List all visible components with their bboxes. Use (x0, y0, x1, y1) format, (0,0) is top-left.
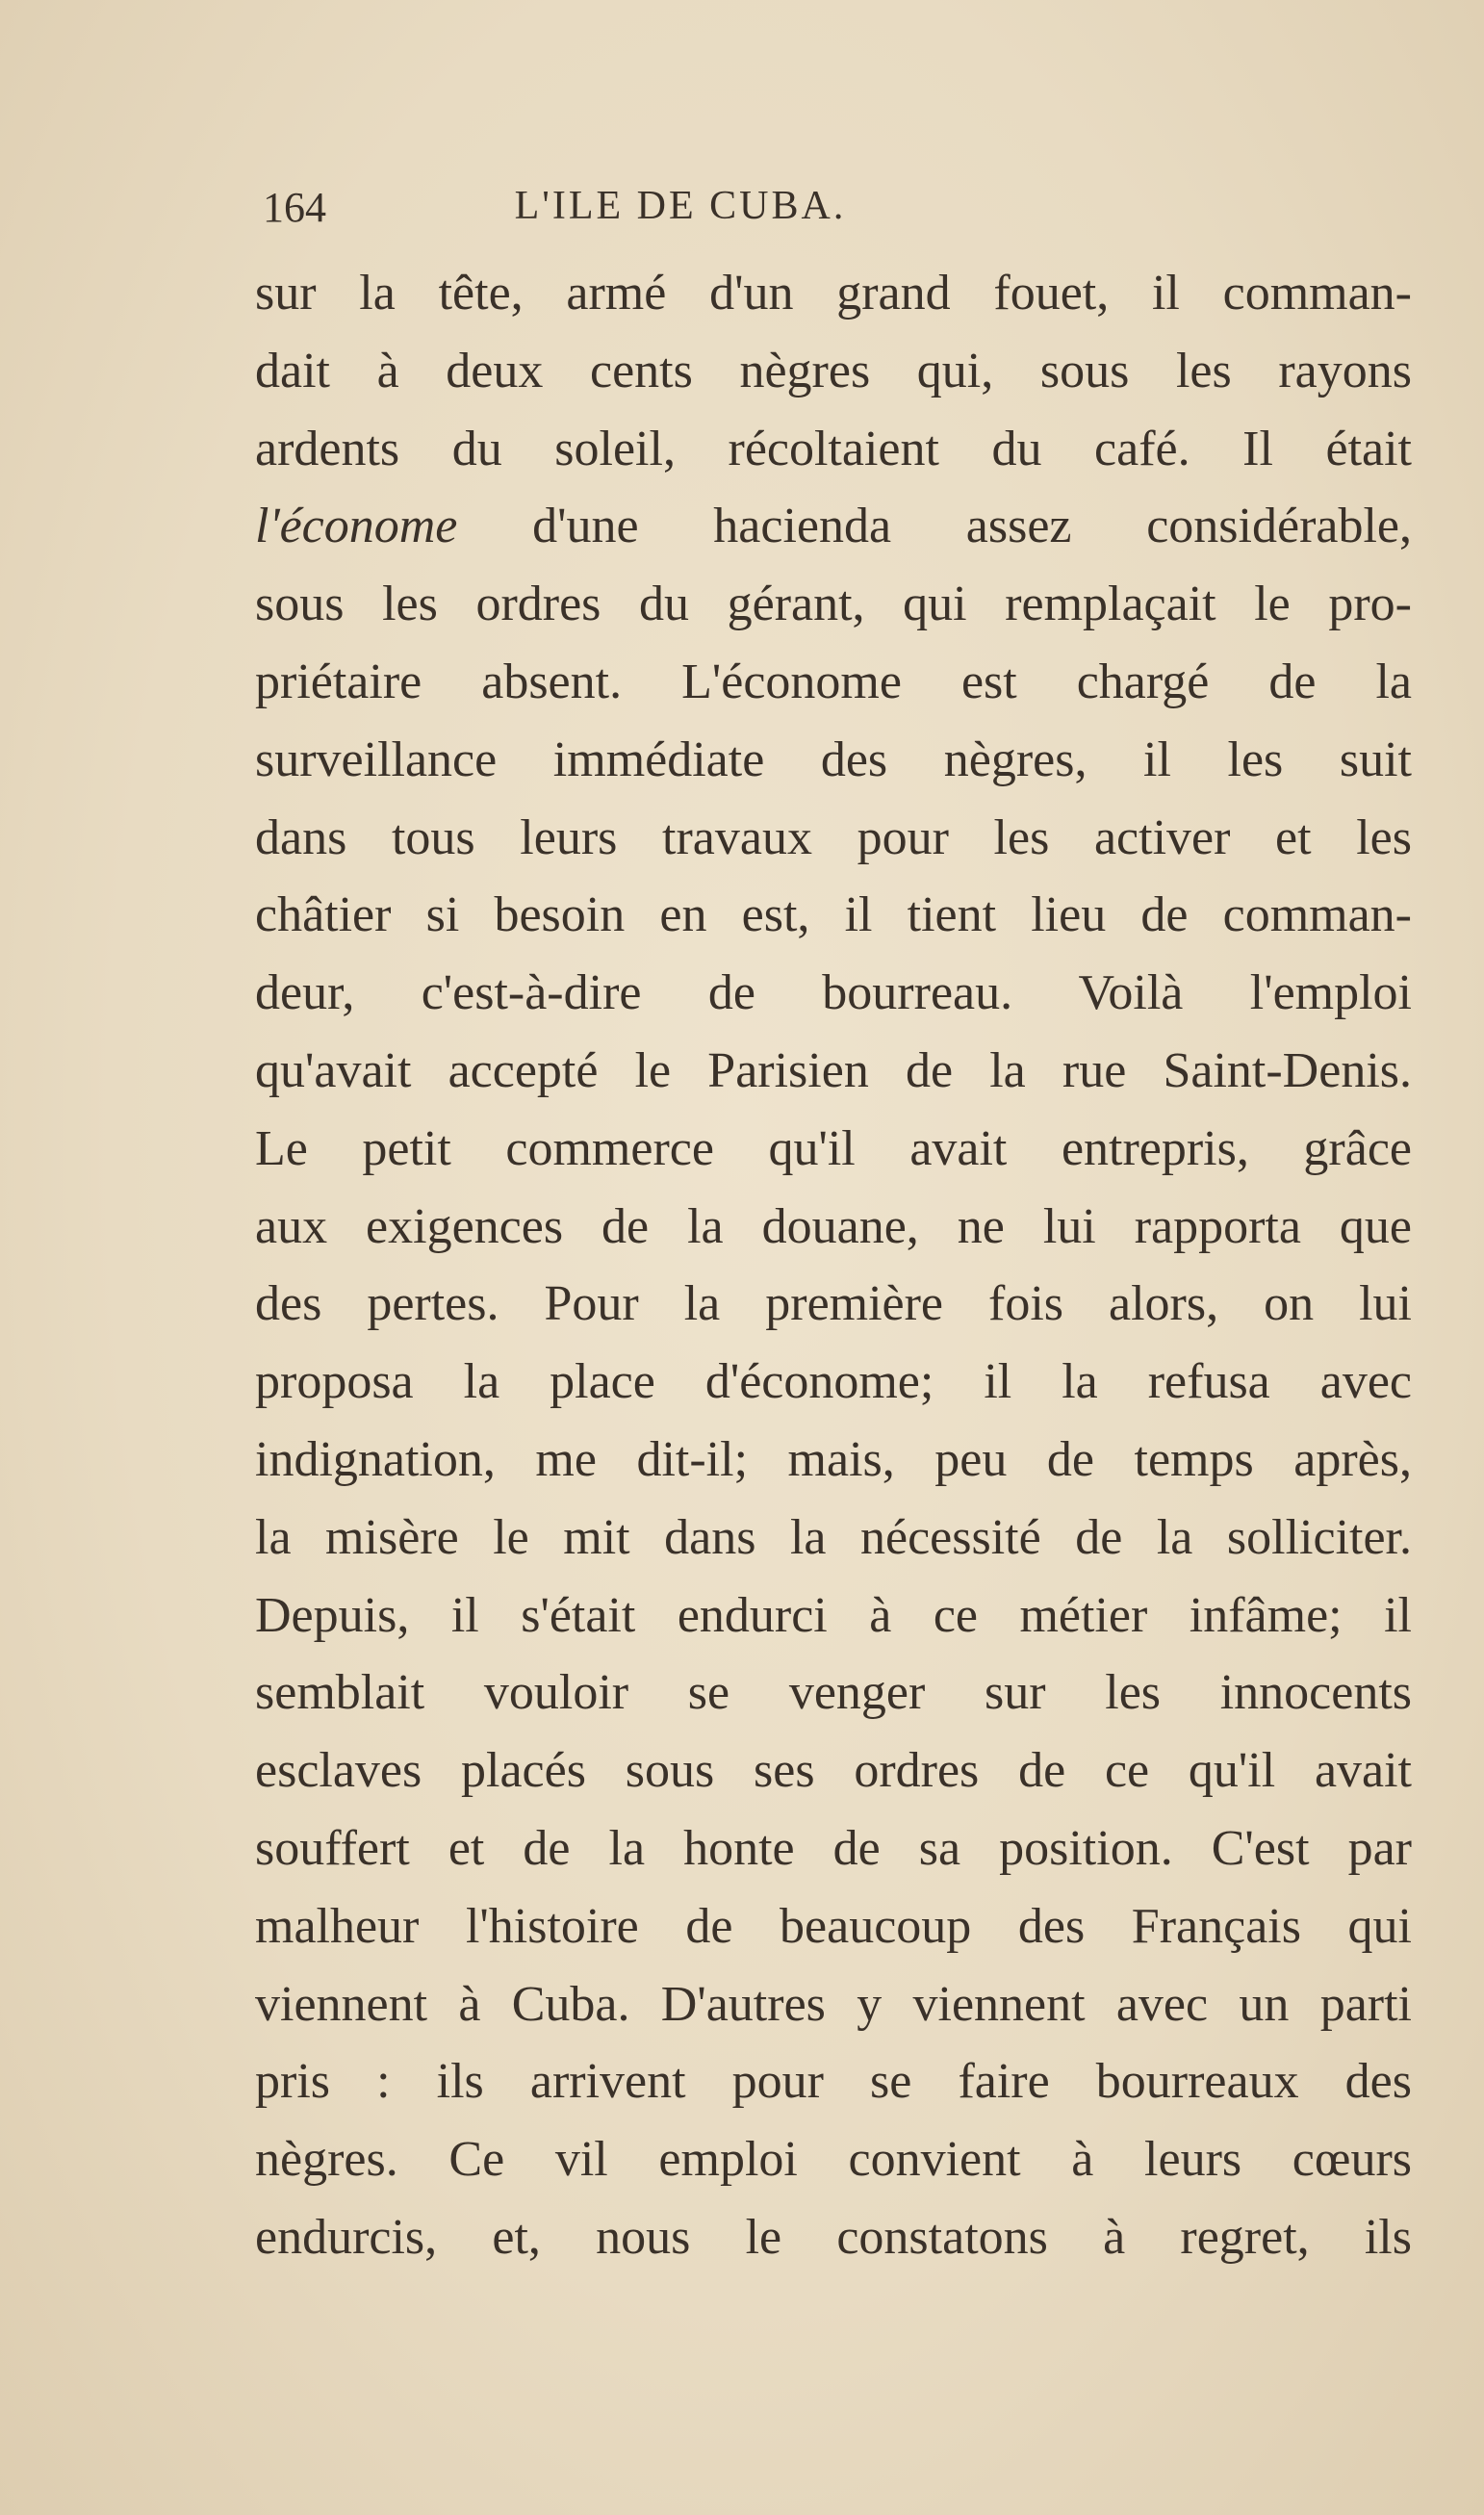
text-line: ardents du soleil, récoltaient du café. Il était (255, 421, 1412, 476)
text-line: indignation, me dit-il; mais, peu de temps après, (255, 1431, 1412, 1487)
text-line: nègres. Ce vil emploi convient à leurs cœurs (255, 2132, 1412, 2188)
text-line: endurcis, et, nous le constatons à regret, ils (255, 2209, 1412, 2265)
page-number: 164 (263, 184, 326, 231)
text-line: dait à deux cents nègres qui, sous les rayons (255, 343, 1412, 398)
text-line: dans tous leurs travaux pour les activer et les (255, 809, 1412, 865)
text-line: priétaire absent. L'économe est chargé de la (255, 654, 1412, 709)
text-line: esclaves placés sous ses ordres de ce qu'il avait (255, 1743, 1412, 1799)
text-line: pris : ils arrivent pour se faire bourreaux des (255, 2054, 1412, 2110)
text-line: viennent à Cuba. D'autres y viennent avec un parti (255, 1976, 1412, 2032)
text-line: qu'avait accepté le Parisien de la rue Saint-Denis. (255, 1042, 1412, 1098)
text-line: la misère le mit dans la nécessité de la solliciter. (255, 1509, 1412, 1565)
text-line: malheur l'histoire de beaucoup des Français qui (255, 1898, 1412, 1954)
text-line: souffert et de la honte de sa position. C'est par (255, 1820, 1412, 1876)
text-line: Depuis, il s'était endurci à ce métier infâme; il (255, 1587, 1412, 1643)
text-line-rest: d'une hacienda assez considérable, (457, 499, 1412, 554)
text-line: sous les ordres du gérant, qui remplaçait le pro- (255, 577, 1412, 632)
running-header (257, 183, 1412, 231)
text-line: surveillance immédiate des nègres, il les suit (255, 731, 1412, 787)
text-line: deur, c'est-à-dire de bourreau. Voilà l'emploi (255, 965, 1412, 1021)
text-line: semblait vouloir se venger sur les innocents (255, 1665, 1412, 1721)
text-line: aux exigences de la douane, ne lui rapporta que (255, 1198, 1412, 1254)
text-line: châtier si besoin en est, il tient lieu de comman- (255, 887, 1412, 943)
italic-term: l'économe (255, 499, 458, 554)
text-line: Le petit commerce qu'il avait entrepris, grâce (255, 1120, 1412, 1176)
body-text (255, 255, 1412, 2277)
text-line (255, 488, 1412, 566)
text-line: des pertes. Pour la première fois alors, on lui (255, 1276, 1412, 1332)
text-line: proposa la place d'économe; il la refusa avec (255, 1354, 1412, 1410)
text-line: sur la tête, armé d'un grand fouet, il comman- (255, 266, 1412, 321)
running-title: L'ILE DE CUBA. (514, 184, 847, 228)
